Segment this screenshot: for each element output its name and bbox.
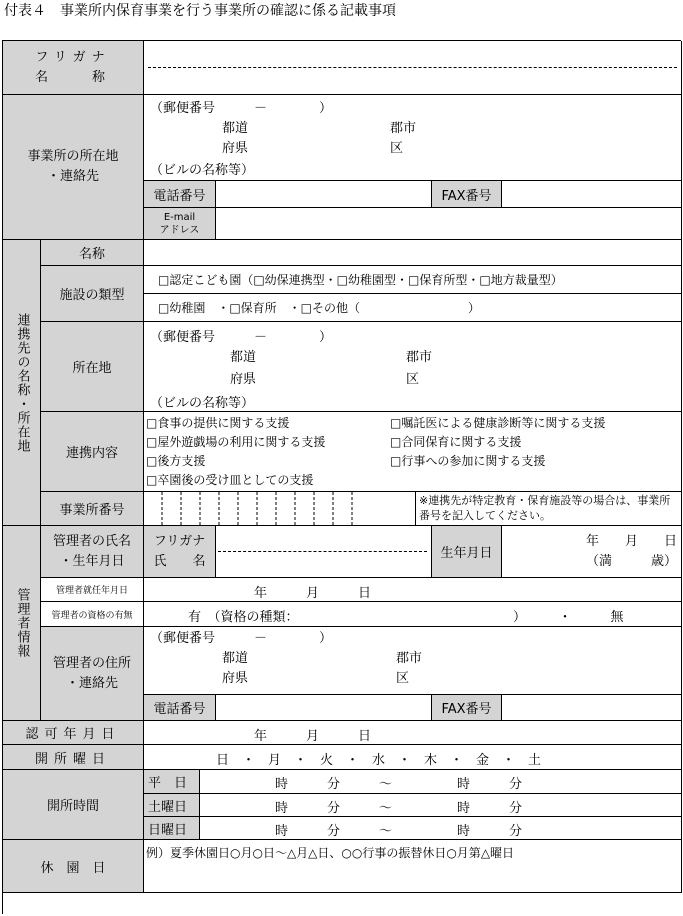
fax-label: FAX番号 [432,181,502,208]
open-hours-label: 開所時間 [3,770,144,840]
email-field[interactable] [216,208,682,240]
gunshi-label: 郡市 [390,121,417,136]
manager-gunshi: 郡市 [396,651,423,666]
weekday-hours[interactable] [199,770,682,794]
fuken-label: 府県 [222,141,249,156]
facility-type-label: 施設の類型 [41,266,144,322]
partner-name-field[interactable] [144,240,682,266]
ku-label: 区 [390,141,404,156]
manager-ku: 区 [396,671,410,686]
facility-type-options1: □認定こども園（□幼保連携型・□幼稚園型・□保育所型・□地方裁量型） [158,273,563,287]
content-option-meals[interactable]: □食事の提供に関する支援 [146,416,290,430]
manager-section-label: 管理者情報 [14,588,30,658]
content-option-events[interactable]: □行事への参加に関する支援 [390,454,546,468]
manager-qual-value: 有 （資格の種類： ） ・ 無 [188,610,624,625]
manager-postal: （郵便番号 － ） [150,631,333,646]
partner-section-cell [3,240,41,526]
manager-birth-field[interactable]: 年 月 日 （満 歳） [502,526,682,578]
open-days-label: 開所曜日 [3,745,144,770]
manager-birth-label: 生年月日 [432,526,502,578]
manager-address-field[interactable] [144,627,682,695]
manager-fuken: 府県 [222,671,249,686]
todo-label: 都道 [222,121,249,136]
name-field[interactable] [144,41,682,95]
facility-type-row2[interactable] [144,294,682,322]
saturday-hours-value: 時 分 ～ 時 分 [275,801,523,816]
office-address-label: 事業所の所在地 ・連絡先 [3,95,144,240]
closed-days-label: 休 園 日 [3,840,144,893]
manager-name-birth-label: 管理者の氏名 ・生年月日 [41,526,144,578]
saturday-hours[interactable] [199,794,682,817]
sunday-hours[interactable] [199,817,682,840]
partner-content-field[interactable] [144,412,682,492]
partner-gunshi: 郡市 [406,350,433,365]
sunday-hours-value: 時 分 ～ 時 分 [275,824,523,839]
closed-days-example: 例）夏季休園日○月○日～△月△日、○○行事の振替休日○月第△曜日 [146,846,515,860]
manager-tel-field[interactable] [216,695,432,721]
partner-ku: 区 [406,372,420,387]
manager-qual-label: 管理者の資格の有無 [41,602,144,627]
manager-tenure-label: 管理者就任年月日 [41,578,144,602]
partner-section-label: 連携先の名称・所在地 [14,312,30,453]
weekday-hours-value: 時 分 ～ 時 分 [275,777,523,792]
approval-label: 認可年月日 [3,721,144,745]
manager-section-cell [3,526,41,721]
partner-building: （ビルの名称等） [150,396,255,411]
weekday-label: 平 日 [144,770,200,794]
document-title: 付表４ 事業所内保育事業を行う事業所の確認に係る記載事項 [4,3,396,19]
approval-value: 年 月 日 [254,729,372,744]
building-label: （ビルの名称等） [150,163,255,178]
name-label: フリガナ 名 称 [3,41,144,95]
open-days-field[interactable] [144,745,682,770]
manager-tenure-field[interactable] [144,578,682,602]
partner-location-field[interactable] [144,322,682,412]
manager-fax-field[interactable] [502,695,682,721]
facility-type-options2: □幼稚園 ・□保育所 ・□その他（ ） [158,301,481,315]
content-option-joint[interactable]: □合同保育に関する支援 [390,435,522,449]
content-option-playground[interactable]: □屋外遊戯場の利用に関する支援 [146,435,326,449]
tel-field[interactable] [216,181,432,208]
office-no-dividers [144,492,376,526]
partner-todo: 都道 [230,350,257,365]
content-option-backup[interactable]: □後方支援 [146,454,206,468]
office-address-field[interactable] [144,95,682,181]
manager-name-field[interactable] [216,526,432,578]
office-no-note: ※連携先が特定教育・保育施設等の場合は、事業所番号を記入してください。 [416,492,682,526]
closed-days-field[interactable] [144,840,682,893]
manager-furigana-label: フリガナ 氏 名 [144,526,216,578]
manager-todo: 都道 [222,651,249,666]
manager-tel-label: 電話番号 [144,695,216,721]
manager-tenure-value: 年 月 日 [254,586,372,601]
office-no-label: 事業所番号 [41,492,144,526]
facility-type-row1[interactable] [144,266,682,294]
form-table [2,40,681,914]
partner-location-label: 所在地 [41,322,144,412]
manager-qual-field[interactable] [144,602,682,627]
office-no-field[interactable] [144,492,416,526]
manager-address-label: 管理者の住所 ・連絡先 [41,627,144,721]
saturday-label: 土曜日 [144,794,200,817]
fax-field[interactable] [502,181,682,208]
partner-name-label: 名称 [41,240,144,266]
email-label: E-mail アドレス [144,208,216,240]
approval-field[interactable] [144,721,682,745]
partner-fuken: 府県 [230,372,257,387]
sunday-label: 日曜日 [144,817,200,840]
manager-fax-label: FAX番号 [432,695,502,721]
content-option-health[interactable]: □嘱託医による健康診断等に関する支援 [390,416,606,430]
content-option-after[interactable]: □卒園後の受け皿としての支援 [146,473,314,487]
open-days-value: 日 ・ 月 ・ 火 ・ 水 ・ 木 ・ 金 ・ 土 [216,753,542,768]
postal-code: （郵便番号 － ） [150,101,333,116]
partner-postal: （郵便番号 － ） [150,330,333,345]
partner-content-label: 連携内容 [41,412,144,492]
tel-label: 電話番号 [144,181,216,208]
